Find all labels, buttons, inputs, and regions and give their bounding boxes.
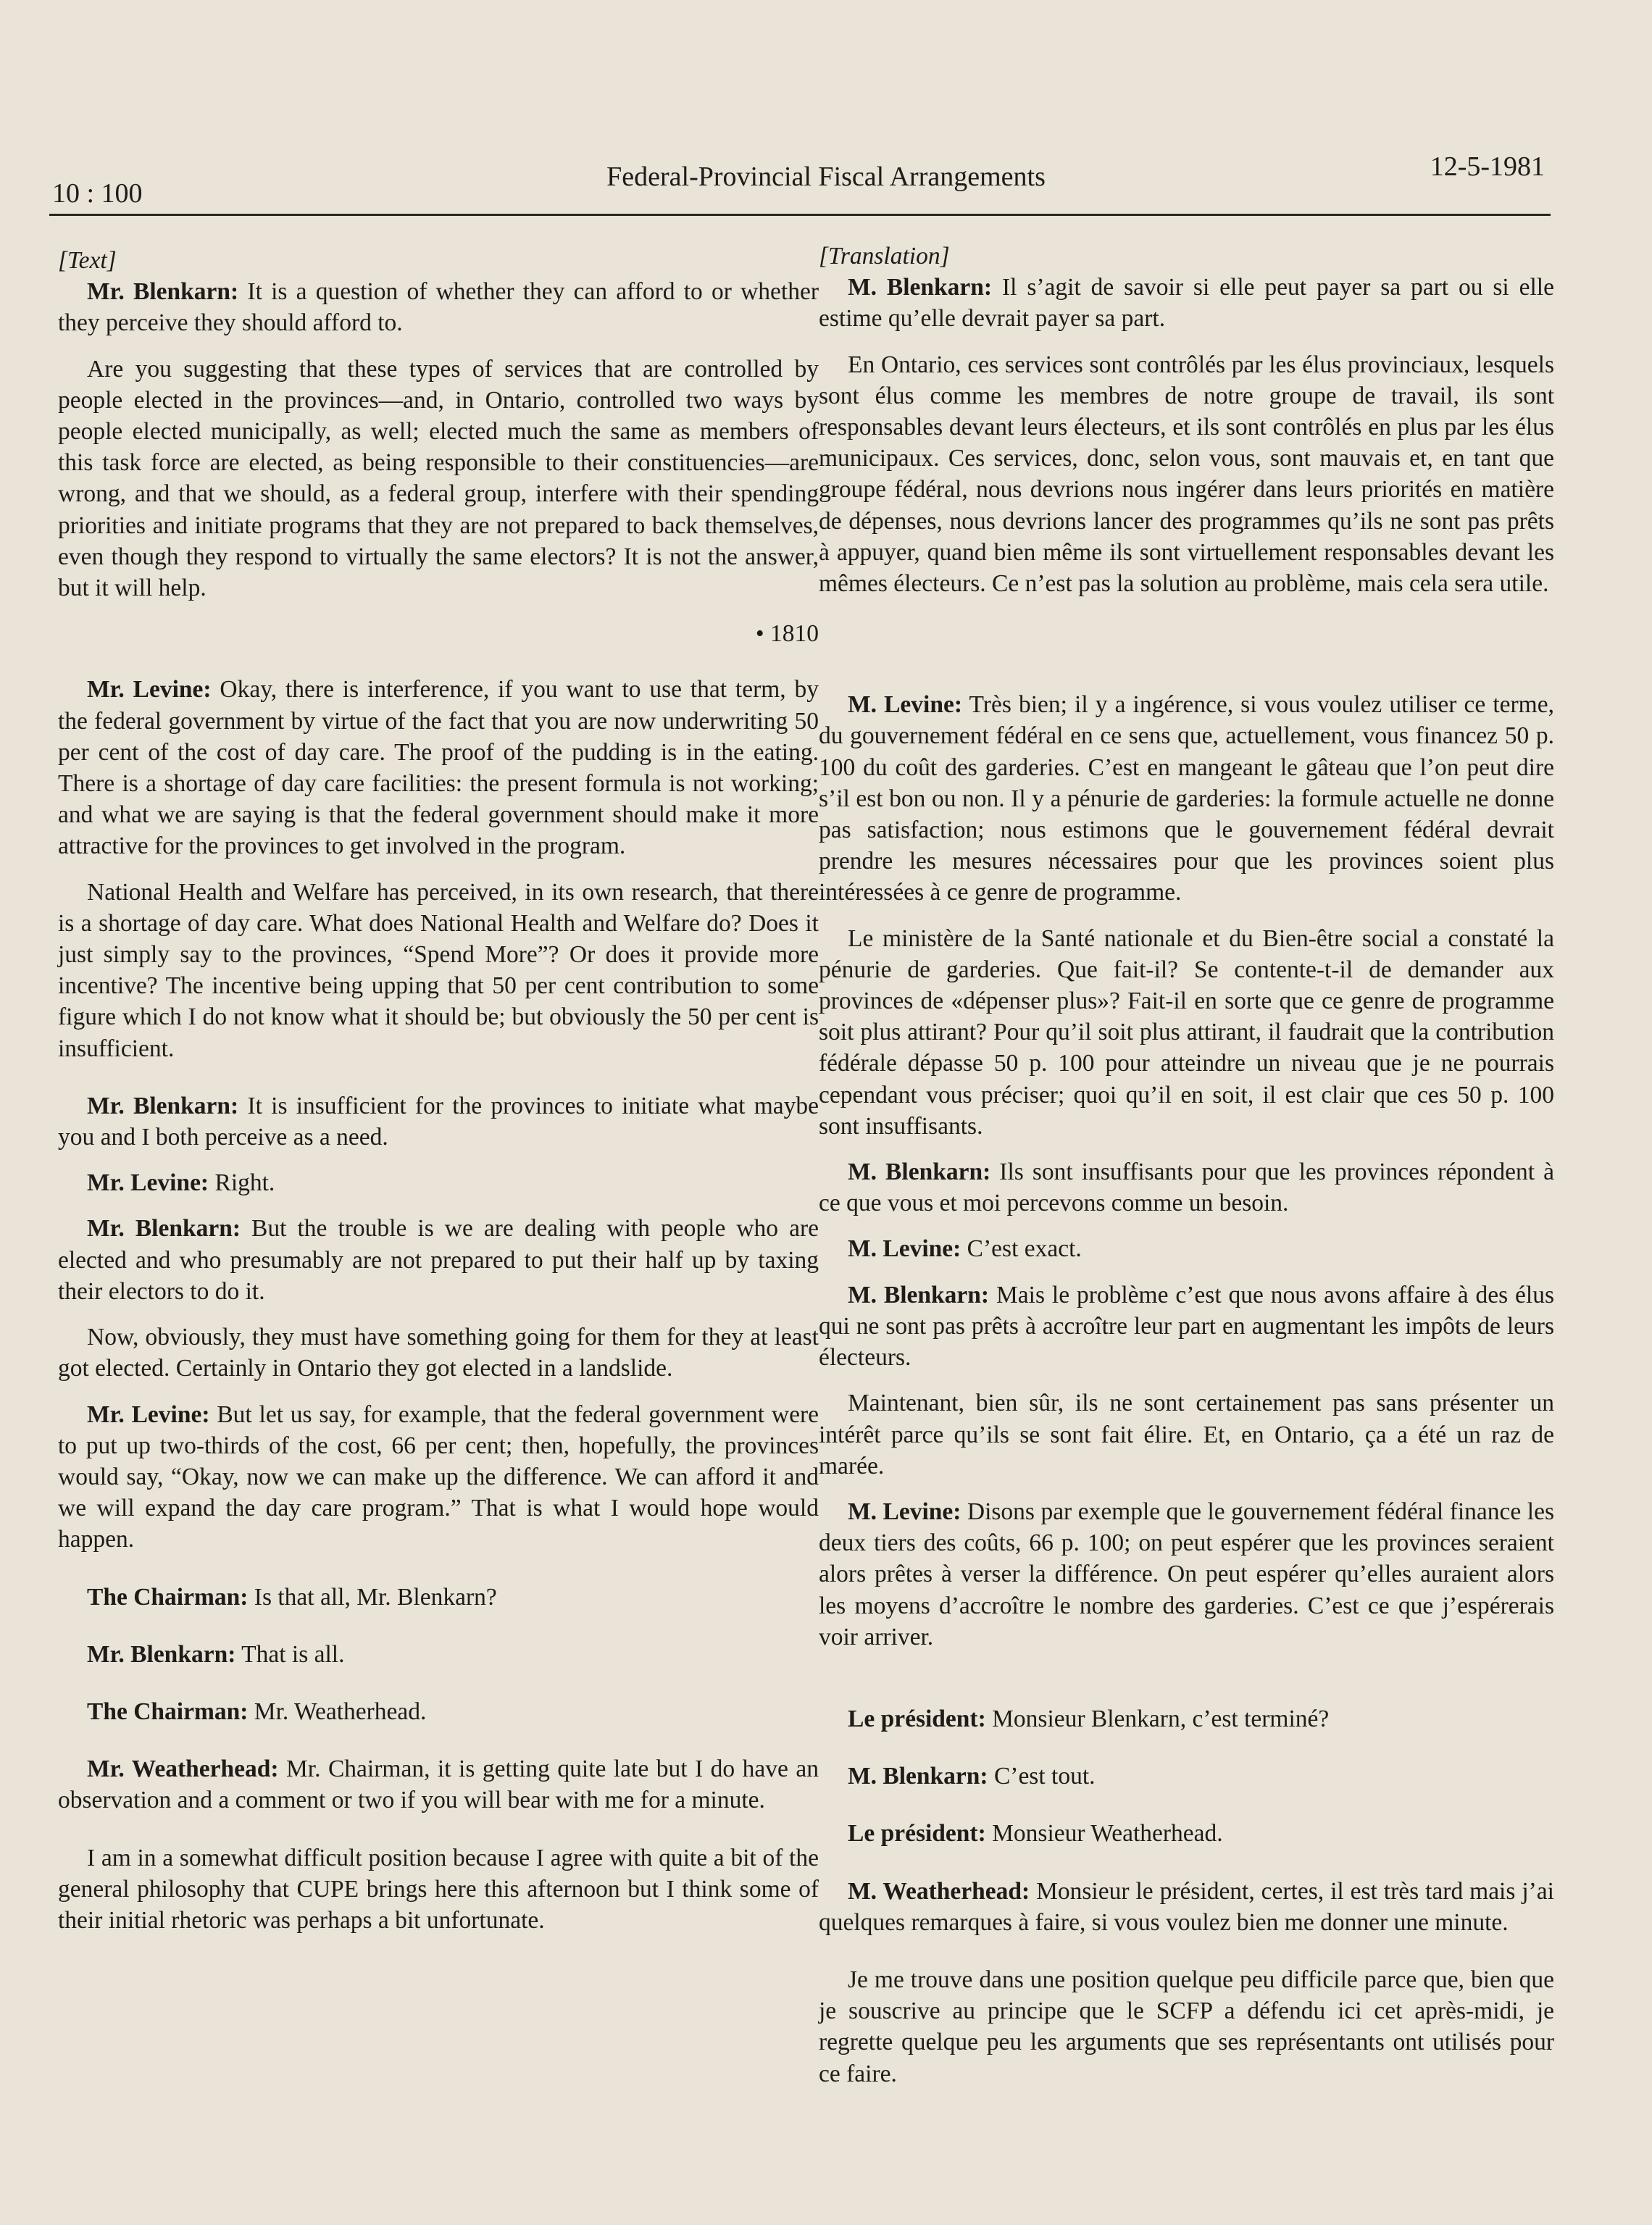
running-title: Federal-Provincial Fiscal Arrangements [606,162,1046,192]
transcript-paragraph: Mr. Levine: But let us say, for example, that the federal government were to put up two-thirds of the cost, 66 per cent; then, hopefully, the provinces would say, “Okay, now we can make up the difference. We can afford it and we will expand the day care program.” That is what I would hope would happen. [58,1400,819,1553]
transcript-paragraph: En Ontario, ces services sont contrôlés par les élus provinciaux, lesquels sont élus comme les membres de notre groupe de travail, ils sont responsables devant leurs électeurs, et ils sont contrôlés en plus par les élus municipaux. Ces services, donc, selon vous, sont mauvais et, en tant que groupe fédéral, nous devrions nous ingérer dans leurs priorités en matière de dépenses, nous devrions lancer des programmes qu’ils ne sont pas prêts à appuyer, quand bien même ils sont virtuellement responsables devant les mêmes électeurs. Ce n’est pas la solution au problème, mais cela sera utile. [819,351,1554,598]
transcript-paragraph: National Health and Welfare has perceived, in its own research, that there is a shortage of day care. What does National Health and Welfare do? Does it just simply say to the provinces, “Spend More”? Or does it provide more incentive? The incentive being upping that 50 per cent contribution to some figure which I do not know what it should be; but obviously the 50 per cent is insufficient. [58,878,819,1062]
language-label: [Translation] [819,243,950,270]
transcript-paragraph: The Chairman: Is that all, Mr. Blenkarn? [87,1583,497,1611]
transcript-paragraph: Are you suggesting that these types of services that are controlled by people elected in the provinces—and, in Ontario, controlled two ways by people elected municipally, as well; elected much the same as members of this task force are elected, as being responsible to their constituencies—are wrong, and that we should, as a federal group, interfere with their spending priorities and initiate programs that they are not prepared to back themselves, even though they respond to virtually the same electors? It is not the answer, but it will help. [58,355,819,602]
transcript-paragraph: M. Weatherhead: Monsieur le président, certes, il est très tard mais j’ai quelques remarques à faire, si vous voulez bien me donner une minute. [819,1877,1554,1936]
transcript-paragraph: Now, obviously, they must have something going for them for they at least got elected. Certainly in Ontario they got elected in a landslide. [58,1324,819,1382]
english-column [58,245,819,1950]
transcript-paragraph: Le président: Monsieur Weatherhead. [848,1820,1223,1848]
transcript-paragraph: Maintenant, bien sûr, ils ne sont certainement pas sans présenter un intérêt parce qu’ils se sont fait élire. Et, en Ontario, ça a été un raz de marée. [819,1390,1554,1479]
transcript-paragraph: Mr. Blenkarn: But the trouble is we are dealing with people who are elected and who presumably are not prepared to put their half up by taxing their electors to do it. [58,1215,819,1305]
transcript-paragraph: The Chairman: Mr. Weatherhead. [87,1698,427,1725]
transcript-paragraph: M. Blenkarn: Ils sont insuffisants pour que les provinces répondent à ce que vous et moi percevons comme un besoin. [819,1159,1555,1217]
transcript-paragraph: M. Levine: C’est exact. [848,1235,1082,1263]
transcript-paragraph: I am in a somewhat difficult position because I agree with quite a bit of the general philosophy that CUPE brings here this afternoon but I think some of their initial rhetoric was perhaps a bit unfortunate. [58,1844,819,1934]
transcript-paragraph: Le président: Monsieur Blenkarn, c’est terminé? [848,1705,1330,1732]
transcript-paragraph: Mr. Blenkarn: That is all. [87,1640,345,1668]
header-date: 12-5-1981 [1430,151,1545,182]
transcript-paragraph: M. Blenkarn: C’est tout. [848,1763,1096,1790]
time-marker-gap [819,614,1554,689]
transcript-paragraph: Mr. Levine: Right. [87,1169,275,1197]
page-number: 10 : 100 [52,178,143,209]
transcript-paragraph: M. Blenkarn: Mais le problème c’est que nous avons affaire à des élus qui ne sont pas prêts à accroître leur part en augmentant les impôts de leurs électeurs. [819,1281,1555,1372]
transcript-paragraph: Mr. Blenkarn: It is insufficient for the provinces to initiate what maybe you and I both perceive as a need. [58,1092,819,1151]
transcript-paragraph: Je me trouve dans une position quelque peu difficile parce que, bien que je souscrive au principe que le SCFP a défendu ici cet après-midi, je regrette quelque peu les arguments que ses représentants ont utilisés pour ce faire. [819,1966,1554,2087]
transcript-paragraph: M. Levine: Très bien; il y a ingérence, si vous voulez utiliser ce terme, du gouvernement fédéral en ce sens que, actuellement, vous financez 50 p. 100 du coût des garderies. C’est en mangeant le gâteau que l’on peut dire s’il est bon ou non. Il y a pénurie de garderies: la formule actuelle ne donne pas satisfaction; nous estimons que le gouvernement fédéral devrait prendre les mesures nécessaires pour que les provinces soient plus intéressées à ce genre de programme. [819,691,1554,906]
transcript-paragraph: Mr. Blenkarn: It is a question of whether they can afford to or whether they perceive they should afford to. [58,278,819,337]
transcript-paragraph: Le ministère de la Santé nationale et du Bien-être social a constaté la pénurie de garderies. Que fait-il? Se contente-t-il de demander aux provinces de «dépenser plus»? Fait-il en sorte que ce genre de programme soit plus attirant? Pour qu’il soit plus attirant, il faudrait que la contribution fédérale dépasse 50 p. 100 pour atteindre un niveau que je ne pourrais cependant vous préciser; quoi qu’il en soit, il est clair que ces 50 p. 100 sont insuffisants. [819,924,1554,1140]
transcript-paragraph: Mr. Levine: Okay, there is interference, if you want to use that term, by the federal government by virtue of the fact that you are now underwriting 50 per cent of the cost of day care. The proof of the pudding is in the eating. There is a shortage of day care facilities: the present formula is not working; and what we are saying is that the federal government should make it more attractive for the provinces to get involved in the program. [58,676,819,860]
time-marker: • 1810 [755,620,819,648]
french-column [819,241,1554,2104]
language-label: [Text] [58,247,117,274]
transcript-paragraph: Mr. Weatherhead: Mr. Chairman, it is getting quite late but I do have an observation and a comment or two if you will bear with me for a minute. [58,1756,819,1814]
header-rule [49,214,1551,216]
transcript-paragraph: M. Levine: Disons par exemple que le gouvernement fédéral finance les deux tiers des coûts, 66 p. 100; on peut espérer que les provinces seraient alors prêtes à verser la différence. On peut espérer qu’elles auraient alors les moyens d’accroître le nombre des garderies. C’est ce que j’espérerais voir arriver. [819,1498,1554,1650]
transcript-paragraph: M. Blenkarn: Il s’agit de savoir si elle peut payer sa part ou si elle estime qu’elle devrait payer sa part. [819,274,1554,333]
